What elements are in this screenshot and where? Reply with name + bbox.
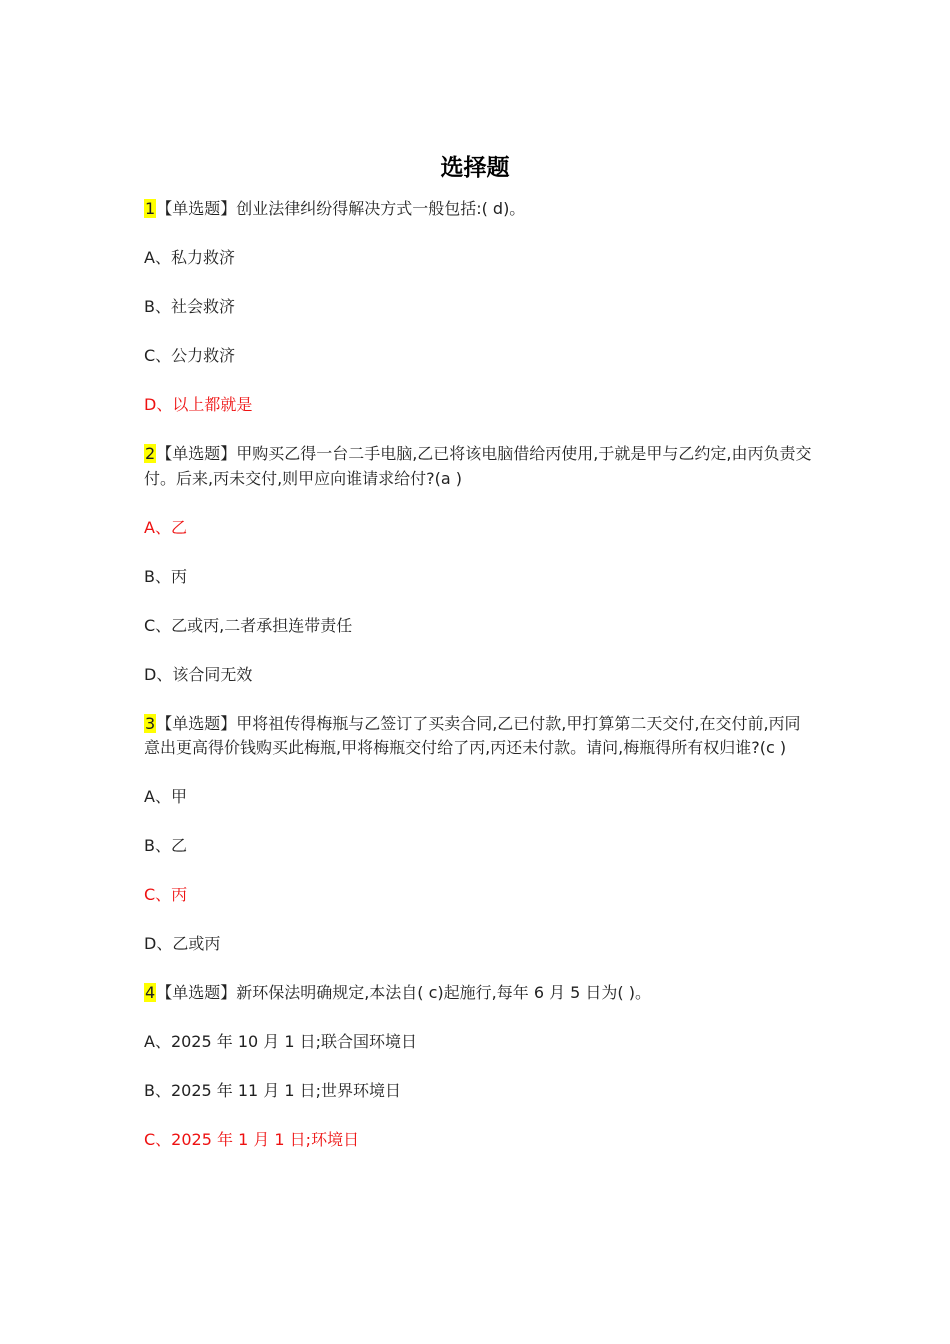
question-number-highlight: 2	[145, 444, 156, 463]
option-b: B、丙	[144, 566, 187, 586]
question-2	[144, 442, 814, 491]
question-4	[144, 981, 814, 1006]
question-list	[144, 197, 814, 1153]
option-d-correct: D、以上都就是	[144, 395, 253, 414]
option-c: C、乙或丙,二者承担连带责任	[144, 615, 353, 635]
page-title: 选择题	[440, 155, 510, 181]
question-text: 【单选题】甲购买乙得一台二手电脑,乙已将该电脑借给丙使用,于就是甲与乙约定,由丙负责交付。后来,丙未交付,则甲应向谁请求给付?(a )	[144, 444, 812, 488]
option-a: A、2025 年 10 月 1 日;联合国环境日	[144, 1032, 418, 1051]
option-b: B、乙	[144, 836, 187, 855]
question-number-highlight: 3	[145, 713, 156, 733]
option-a-correct: A、乙	[144, 517, 187, 537]
question-1	[144, 197, 814, 222]
option-a: A、私力救济	[144, 248, 235, 267]
question-number-highlight: 4	[145, 983, 156, 1002]
option-b: B、社会救济	[144, 297, 235, 316]
question-text: 【单选题】创业法律纠纷得解决方式一般包括:( d)。	[156, 199, 526, 218]
question-text: 【单选题】新环保法明确规定,本法自( c)起施行,每年 6 月 5 日为( )。	[156, 983, 652, 1002]
option-c-correct: C、2025 年 1 月 1 日;环境日	[144, 1130, 360, 1149]
option-a: A、甲	[144, 787, 187, 806]
option-d: D、该合同无效	[144, 664, 253, 684]
question-3	[144, 712, 814, 761]
option-c: C、公力救济	[144, 346, 236, 365]
question-text: 【单选题】甲将祖传得梅瓶与乙签订了买卖合同,乙已付款,甲打算第二天交付,在交付前,丙同意出更高得价钱购买此梅瓶,甲将梅瓶交付给了丙,丙还未付款。请问,梅瓶得所有权归谁?(c )	[144, 713, 801, 757]
question-number-highlight: 1	[145, 199, 156, 218]
option-d: D、乙或丙	[144, 934, 221, 953]
option-c-correct: C、丙	[144, 885, 188, 904]
option-b: B、2025 年 11 月 1 日;世界环境日	[144, 1081, 402, 1100]
